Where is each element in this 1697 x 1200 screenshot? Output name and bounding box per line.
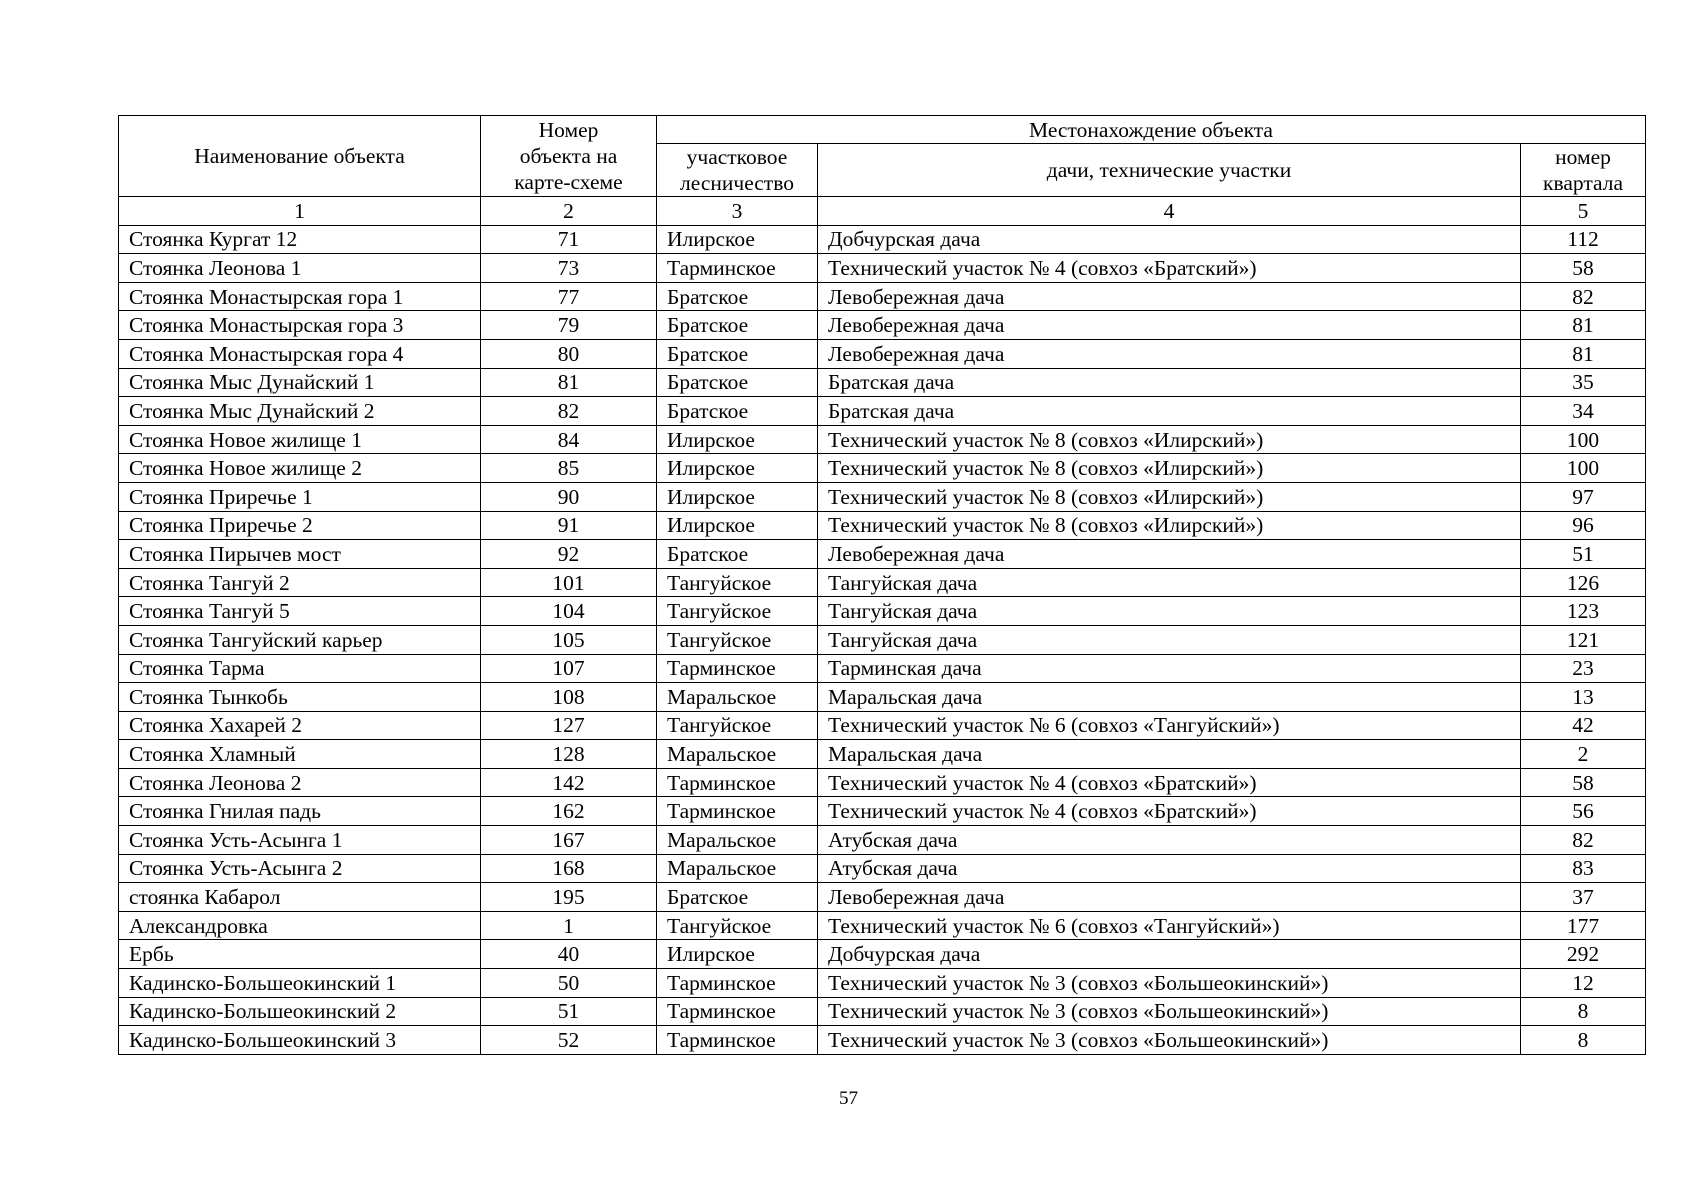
dacha-cell: Маральская дача — [818, 683, 1521, 712]
quarter-cell: 8 — [1521, 997, 1646, 1026]
quarter-cell: 81 — [1521, 311, 1646, 340]
dacha-cell: Технический участок № 8 (совхоз «Илирский») — [818, 425, 1521, 454]
dacha-cell: Левобережная дача — [818, 540, 1521, 569]
map-number-cell: 105 — [481, 625, 657, 654]
table-row — [119, 425, 1646, 454]
object-name-cell: Стоянка Леонова 2 — [119, 768, 481, 797]
forestry-cell: Тарминское — [657, 1026, 818, 1055]
quarter-cell: 96 — [1521, 511, 1646, 540]
table-row — [119, 740, 1646, 769]
object-name-cell: Стоянка Усть-Асынга 1 — [119, 826, 481, 855]
quarter-cell: 58 — [1521, 254, 1646, 283]
object-name-cell: Стоянка Приречье 2 — [119, 511, 481, 540]
object-name-cell: Стоянка Тарма — [119, 654, 481, 683]
quarter-cell: 177 — [1521, 911, 1646, 940]
table-body — [119, 225, 1646, 1054]
object-name-cell: Стоянка Кургат 12 — [119, 225, 481, 254]
quarter-cell: 97 — [1521, 482, 1646, 511]
table-row — [119, 625, 1646, 654]
quarter-cell: 82 — [1521, 282, 1646, 311]
map-number-cell: 107 — [481, 654, 657, 683]
quarter-cell: 35 — [1521, 368, 1646, 397]
header-map-number-line: объекта на — [519, 144, 618, 168]
object-name-cell: Кадинско-Большеокинский 1 — [119, 969, 481, 998]
map-number-cell: 81 — [481, 368, 657, 397]
dacha-cell: Тангуйская дача — [818, 625, 1521, 654]
dacha-cell: Левобережная дача — [818, 282, 1521, 311]
header-location-group: Местонахождение объекта — [657, 116, 1646, 144]
column-number: 4 — [818, 197, 1521, 226]
quarter-cell: 123 — [1521, 597, 1646, 626]
dacha-cell: Атубская дача — [818, 854, 1521, 883]
header-forestry — [657, 144, 818, 197]
column-number: 5 — [1521, 197, 1646, 226]
dacha-cell: Технический участок № 6 (совхоз «Тангуйский») — [818, 711, 1521, 740]
table-row — [119, 911, 1646, 940]
object-name-cell: Стоянка Хламный — [119, 740, 481, 769]
objects-table — [118, 115, 1646, 1055]
page-number: 57 — [839, 1088, 858, 1109]
table-row — [119, 597, 1646, 626]
dacha-cell: Технический участок № 4 (совхоз «Братский») — [818, 797, 1521, 826]
forestry-cell: Тарминское — [657, 997, 818, 1026]
forestry-cell: Илирское — [657, 511, 818, 540]
object-name-cell: Стоянка Хахарей 2 — [119, 711, 481, 740]
table-row — [119, 311, 1646, 340]
table-row — [119, 1026, 1646, 1055]
column-number: 2 — [481, 197, 657, 226]
map-number-cell: 162 — [481, 797, 657, 826]
quarter-cell: 121 — [1521, 625, 1646, 654]
dacha-cell: Левобережная дача — [818, 311, 1521, 340]
forestry-cell: Маральское — [657, 854, 818, 883]
dacha-cell: Добчурская дача — [818, 225, 1521, 254]
header-quarter-line: номер — [1555, 145, 1611, 169]
forestry-cell: Илирское — [657, 425, 818, 454]
map-number-cell: 51 — [481, 997, 657, 1026]
table-row — [119, 654, 1646, 683]
column-number: 3 — [657, 197, 818, 226]
dacha-cell: Технический участок № 6 (совхоз «Тангуйский») — [818, 911, 1521, 940]
dacha-cell: Технический участок № 4 (совхоз «Братский») — [818, 254, 1521, 283]
quarter-cell: 126 — [1521, 568, 1646, 597]
forestry-cell: Братское — [657, 282, 818, 311]
map-number-cell: 195 — [481, 883, 657, 912]
object-name-cell: Стоянка Усть-Асынга 2 — [119, 854, 481, 883]
quarter-cell: 58 — [1521, 768, 1646, 797]
object-name-cell: Кадинско-Большеокинский 2 — [119, 997, 481, 1026]
map-number-cell: 79 — [481, 311, 657, 340]
quarter-cell: 82 — [1521, 826, 1646, 855]
header-forestry-line: участковое — [686, 145, 788, 169]
quarter-cell: 100 — [1521, 425, 1646, 454]
map-number-cell: 168 — [481, 854, 657, 883]
quarter-cell: 23 — [1521, 654, 1646, 683]
dacha-cell: Технический участок № 3 (совхоз «Большеокинский») — [818, 1026, 1521, 1055]
map-number-cell: 50 — [481, 969, 657, 998]
quarter-cell: 56 — [1521, 797, 1646, 826]
quarter-cell: 37 — [1521, 883, 1646, 912]
forestry-cell: Братское — [657, 368, 818, 397]
dacha-cell: Добчурская дача — [818, 940, 1521, 969]
forestry-cell: Братское — [657, 397, 818, 426]
table-row — [119, 397, 1646, 426]
forestry-cell: Маральское — [657, 740, 818, 769]
table-row — [119, 254, 1646, 283]
table-row — [119, 940, 1646, 969]
table-row — [119, 969, 1646, 998]
object-name-cell: Стоянка Гнилая падь — [119, 797, 481, 826]
map-number-cell: 80 — [481, 339, 657, 368]
map-number-cell: 91 — [481, 511, 657, 540]
forestry-cell: Братское — [657, 339, 818, 368]
dacha-cell: Технический участок № 8 (совхоз «Илирский») — [818, 511, 1521, 540]
map-number-cell: 142 — [481, 768, 657, 797]
table-row — [119, 997, 1646, 1026]
table-row — [119, 683, 1646, 712]
map-number-cell: 71 — [481, 225, 657, 254]
forestry-cell: Тангуйское — [657, 625, 818, 654]
forestry-cell: Илирское — [657, 940, 818, 969]
forestry-cell: Тарминское — [657, 254, 818, 283]
dacha-cell: Тангуйская дача — [818, 568, 1521, 597]
forestry-cell: Тангуйское — [657, 597, 818, 626]
object-name-cell: Стоянка Мыс Дунайский 1 — [119, 368, 481, 397]
map-number-cell: 104 — [481, 597, 657, 626]
object-name-cell: Стоянка Пирычев мост — [119, 540, 481, 569]
quarter-cell: 13 — [1521, 683, 1646, 712]
forestry-cell: Маральское — [657, 683, 818, 712]
dacha-cell: Тангуйская дача — [818, 597, 1521, 626]
map-number-cell: 77 — [481, 282, 657, 311]
header-map-number-line: Номер — [538, 118, 599, 142]
object-name-cell: Кадинско-Большеокинский 3 — [119, 1026, 481, 1055]
dacha-cell: Технический участок № 8 (совхоз «Илирский») — [818, 482, 1521, 511]
header-dachas: дачи, технические участки — [818, 144, 1521, 197]
dacha-cell: Братская дача — [818, 397, 1521, 426]
forestry-cell: Братское — [657, 883, 818, 912]
map-number-cell: 73 — [481, 254, 657, 283]
map-number-cell: 84 — [481, 425, 657, 454]
forestry-cell: Маральское — [657, 826, 818, 855]
map-number-cell: 85 — [481, 454, 657, 483]
header-map-number-line: карте-схеме — [514, 170, 623, 194]
object-name-cell: Стоянка Тынкобь — [119, 683, 481, 712]
table-row — [119, 797, 1646, 826]
forestry-cell: Илирское — [657, 482, 818, 511]
object-name-cell: Стоянка Новое жилище 2 — [119, 454, 481, 483]
quarter-cell: 42 — [1521, 711, 1646, 740]
table-row — [119, 540, 1646, 569]
map-number-cell: 40 — [481, 940, 657, 969]
object-name-cell: Стоянка Тангуй 2 — [119, 568, 481, 597]
forestry-cell: Илирское — [657, 225, 818, 254]
map-number-cell: 127 — [481, 711, 657, 740]
header-object-name: Наименование объекта — [119, 116, 481, 197]
header-map-number — [481, 116, 657, 197]
map-number-cell: 167 — [481, 826, 657, 855]
dacha-cell: Атубская дача — [818, 826, 1521, 855]
map-number-cell: 82 — [481, 397, 657, 426]
object-name-cell: Стоянка Тангуйский карьер — [119, 625, 481, 654]
forestry-cell: Тарминское — [657, 969, 818, 998]
quarter-cell: 34 — [1521, 397, 1646, 426]
quarter-cell: 112 — [1521, 225, 1646, 254]
quarter-cell: 100 — [1521, 454, 1646, 483]
quarter-cell: 292 — [1521, 940, 1646, 969]
map-number-cell: 90 — [481, 482, 657, 511]
object-name-cell: Ербь — [119, 940, 481, 969]
table-row — [119, 368, 1646, 397]
dacha-cell: Технический участок № 3 (совхоз «Большеокинский») — [818, 969, 1521, 998]
forestry-cell: Тарминское — [657, 654, 818, 683]
table-row — [119, 711, 1646, 740]
object-name-cell: Стоянка Леонова 1 — [119, 254, 481, 283]
table-row — [119, 826, 1646, 855]
forestry-cell: Тарминское — [657, 768, 818, 797]
quarter-cell: 8 — [1521, 1026, 1646, 1055]
dacha-cell: Братская дача — [818, 368, 1521, 397]
quarter-cell: 51 — [1521, 540, 1646, 569]
table-row — [119, 568, 1646, 597]
forestry-cell: Братское — [657, 540, 818, 569]
header-quarter — [1521, 144, 1646, 197]
object-name-cell: Стоянка Новое жилище 1 — [119, 425, 481, 454]
object-name-cell: Стоянка Монастырская гора 4 — [119, 339, 481, 368]
object-name-cell: стоянка Кабарол — [119, 883, 481, 912]
forestry-cell: Братское — [657, 311, 818, 340]
dacha-cell: Левобережная дача — [818, 339, 1521, 368]
column-number: 1 — [119, 197, 481, 226]
quarter-cell: 2 — [1521, 740, 1646, 769]
object-name-cell: Стоянка Мыс Дунайский 2 — [119, 397, 481, 426]
map-number-cell: 1 — [481, 911, 657, 940]
quarter-cell: 81 — [1521, 339, 1646, 368]
dacha-cell: Тарминская дача — [818, 654, 1521, 683]
forestry-cell: Тангуйское — [657, 568, 818, 597]
object-name-cell: Стоянка Монастырская гора 3 — [119, 311, 481, 340]
table-row — [119, 768, 1646, 797]
dacha-cell: Левобережная дача — [818, 883, 1521, 912]
table-row — [119, 339, 1646, 368]
forestry-cell: Тангуйское — [657, 711, 818, 740]
quarter-cell: 83 — [1521, 854, 1646, 883]
table-row — [119, 454, 1646, 483]
map-number-cell: 108 — [481, 683, 657, 712]
object-name-cell: Стоянка Приречье 1 — [119, 482, 481, 511]
table-row — [119, 854, 1646, 883]
map-number-cell: 101 — [481, 568, 657, 597]
quarter-cell: 12 — [1521, 969, 1646, 998]
table-row — [119, 225, 1646, 254]
table-row — [119, 282, 1646, 311]
dacha-cell: Технический участок № 4 (совхоз «Братский») — [818, 768, 1521, 797]
table-row — [119, 511, 1646, 540]
forestry-cell: Тангуйское — [657, 911, 818, 940]
object-name-cell: Стоянка Монастырская гора 1 — [119, 282, 481, 311]
header-forestry-line: лесничество — [680, 171, 794, 195]
map-number-cell: 128 — [481, 740, 657, 769]
object-name-cell: Стоянка Тангуй 5 — [119, 597, 481, 626]
object-name-cell: Александровка — [119, 911, 481, 940]
dacha-cell: Технический участок № 8 (совхоз «Илирский») — [818, 454, 1521, 483]
column-number-row — [119, 197, 1646, 226]
map-number-cell: 52 — [481, 1026, 657, 1055]
table-row — [119, 482, 1646, 511]
dacha-cell: Маральская дача — [818, 740, 1521, 769]
dacha-cell: Технический участок № 3 (совхоз «Большеокинский») — [818, 997, 1521, 1026]
map-number-cell: 92 — [481, 540, 657, 569]
forestry-cell: Илирское — [657, 454, 818, 483]
table-row — [119, 883, 1646, 912]
forestry-cell: Тарминское — [657, 797, 818, 826]
header-quarter-line: квартала — [1543, 171, 1623, 195]
